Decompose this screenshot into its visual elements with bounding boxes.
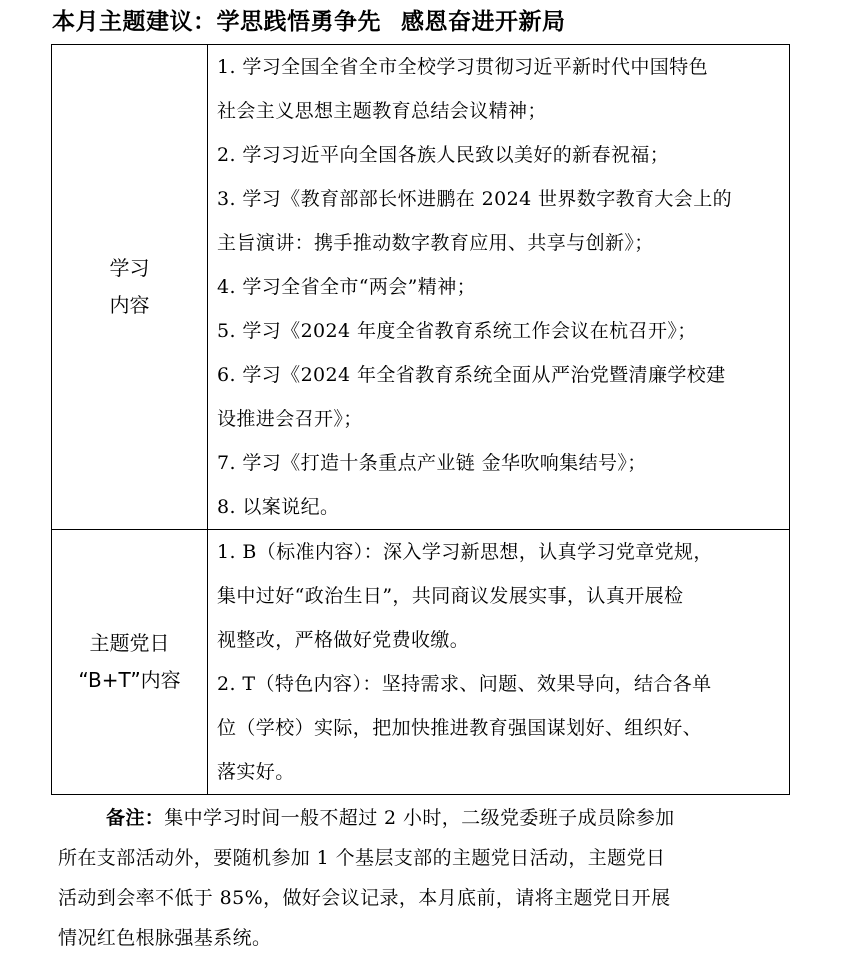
study-label-line2: 内容 xyxy=(109,293,150,317)
notes-section xyxy=(58,798,792,958)
study-line-1: 1. 学习全国全省全市全校学习贯彻习近平新时代中国特色 xyxy=(217,56,708,78)
notes-label: 备注： xyxy=(106,807,165,829)
party-day-line-3: 视整改，严格做好党费收缴。 xyxy=(217,629,470,651)
study-label-line1: 学习 xyxy=(109,256,150,280)
study-line-3: 2. 学习习近平向全国各族人民致以美好的新春祝福； xyxy=(217,144,670,166)
notes-line-1 xyxy=(58,798,792,838)
party-day-row xyxy=(52,530,790,795)
study-content-cell xyxy=(208,45,790,530)
study-line-4: 3. 学习《教育部部长怀进鹏在 2024 世界数字教育大会上的 xyxy=(217,188,733,210)
party-day-line-6: 落实好。 xyxy=(217,761,295,783)
party-day-content-cell xyxy=(208,530,790,795)
notes-line-4: 情况红色根脉强基系统。 xyxy=(58,927,272,949)
page-title xyxy=(52,4,832,40)
plan-table xyxy=(51,44,790,795)
study-line-7: 5. 学习《2024 年度全省教育系统工作会议在杭召开》； xyxy=(217,320,697,342)
study-line-2: 社会主义思想主题教育总结会议精神； xyxy=(217,100,547,122)
study-line-8: 6. 学习《2024 年全省教育系统全面从严治党暨清廉学校建 xyxy=(217,364,726,386)
study-label-cell xyxy=(52,45,208,530)
party-day-line-2: 集中过好“政治生日”，共同商议发展实事，认真开展检 xyxy=(217,585,684,607)
party-day-line-1: 1. B（标准内容）：深入学习新思想，认真学习党章党规， xyxy=(217,541,713,563)
notes-line-2: 所在支部活动外，要随机参加 1 个基层支部的主题党日活动，主题党日 xyxy=(58,847,666,869)
notes-first-text: 集中学习时间一般不超过 2 小时，二级党委班子成员除参加 xyxy=(164,807,675,829)
study-line-6: 4. 学习全省全市“两会”精神； xyxy=(217,276,476,298)
party-day-label-line1: 主题党日 xyxy=(89,631,170,655)
party-day-line-4: 2. T（特色内容）：坚持需求、问题、效果导向，结合各单 xyxy=(217,673,712,695)
party-day-line-5: 位（学校）实际，把加快推进教育强国谋划好、组织好、 xyxy=(217,717,703,739)
study-row xyxy=(52,45,790,530)
study-line-5: 主旨演讲：携手推动数字教育应用、共享与创新》； xyxy=(217,232,654,254)
study-line-10: 7. 学习《打造十条重点产业链 金华吹响集结号》； xyxy=(217,452,647,474)
page-title-part1: 本月主题建议：学思践悟勇争先 xyxy=(52,9,381,35)
study-line-9: 设推进会召开》； xyxy=(217,408,363,430)
study-line-11: 8. 以案说纪。 xyxy=(217,496,340,518)
page-title-part2: 感恩奋进开新局 xyxy=(401,9,566,35)
notes-line-3: 活动到会率不低于 85%，做好会议记录，本月底前，请将主题党日开展 xyxy=(58,887,671,909)
party-day-label-line2: “B+T”内容 xyxy=(78,668,181,692)
party-day-label-cell xyxy=(52,530,208,795)
